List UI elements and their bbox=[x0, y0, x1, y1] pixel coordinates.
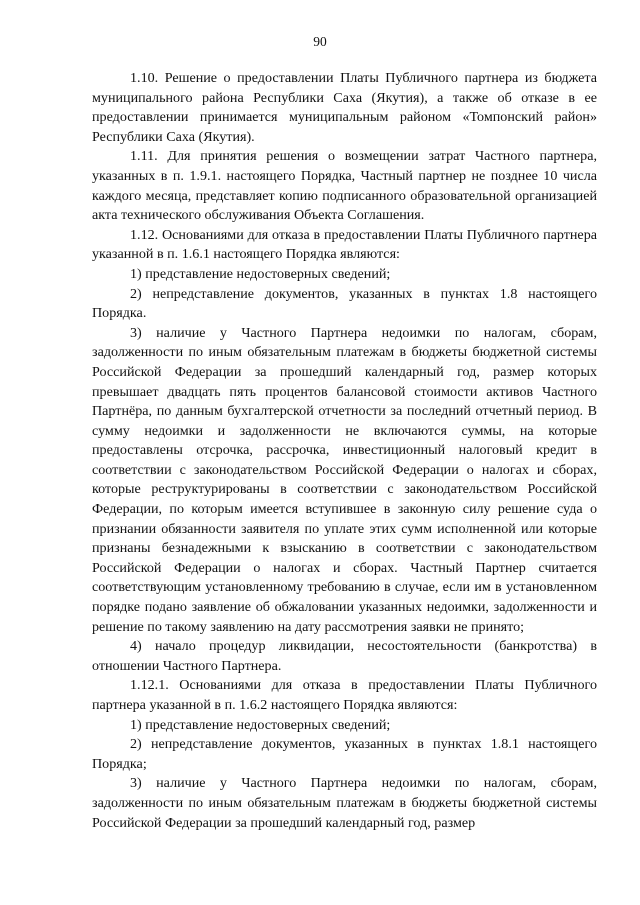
paragraph-1-10: 1.10. Решение о предоставлении Платы Публичного партнера из бюджета муниципального района Республики Саха (Якутия), а также об отказе в ее предоставлении принимается муниципальным районом «Томпонский район» Республики Саха (Якутия). bbox=[92, 70, 597, 145]
paragraph-1-12: 1.12. Основаниями для отказа в предоставлении Платы Публичного партнера указанной в п. 1.6.1 настоящего Порядка являются: bbox=[92, 226, 597, 263]
list-item-1-12-3: 3) наличие у Частного Партнера недоимки по налогам, сборам, задолженности по иным обязательным платежам в бюджеты бюджетной системы Российской Федерации за прошедший календарный год, размер которых превышает двадцать пять процентов балансовой стоимости активов Частного Партнёра, по данным бухгалтерской отчетности за последний отчетный период. В сумму недоимки и задолженности не включаются суммы, на которые предоставлены отсрочка, рассрочка, инвестиционный налоговый кредит в соответствии с законодательством Российской Федерации о налогах и сборах, которые реструктурированы в соответствии с законодательством Российской Федерации, по которым имеется вступившее в законную силу решение суда о признании обязанности заявителя по уплате этих сумм исполненной или которые признаны безнадежными к взысканию в соответствии с законодательством Российской Федерации о налогах и сборах. Частный Партнер считается соответствующим установленному требованию в случае, если им в установленном порядке подано заявление об обжаловании указанных недоимки, задолженности и решение по такому заявлению на дату рассмотрения заявки не принято; bbox=[92, 324, 597, 635]
list-item-1-12-1-1: 1) представление недостоверных сведений; bbox=[130, 716, 391, 733]
paragraph-1-12-1: 1.12.1. Основаниями для отказа в предоставлении Платы Публичного партнера указанной в п. 1.6.2 настоящего Порядка являются: bbox=[92, 677, 597, 713]
document-body bbox=[92, 69, 597, 833]
page-number: 90 bbox=[313, 34, 327, 49]
paragraph-1-11: 1.11. Для принятия решения о возмещении затрат Частного партнера, указанных в п. 1.9.1. настоящего Порядка, Частный партнер не позднее 10 числа каждого месяца, представляет копию подписанного образовательной организацией акта технического обслуживания Объекта Соглашения. bbox=[92, 148, 597, 224]
list-item-1-12-1: 1) представление недостоверных сведений; bbox=[130, 265, 391, 282]
list-item-1-12-1-2: 2) непредставление документов, указанных в пунктах 1.8.1 настоящего Порядка; bbox=[92, 736, 597, 772]
list-item-1-12-2: 2) непредставление документов, указанных в пунктах 1.8 настоящего Порядка. bbox=[92, 285, 597, 322]
list-item-1-12-4: 4) начало процедур ликвидации, несостоятельности (банкротства) в отношении Частного Партнера. bbox=[92, 638, 597, 674]
list-item-1-12-1-3: 3) наличие у Частного Партнера недоимки по налогам, сборам, задолженности по иным обязательным платежам в бюджеты бюджетной системы Российской Федерации за прошедший календарный год, размер bbox=[92, 775, 597, 831]
